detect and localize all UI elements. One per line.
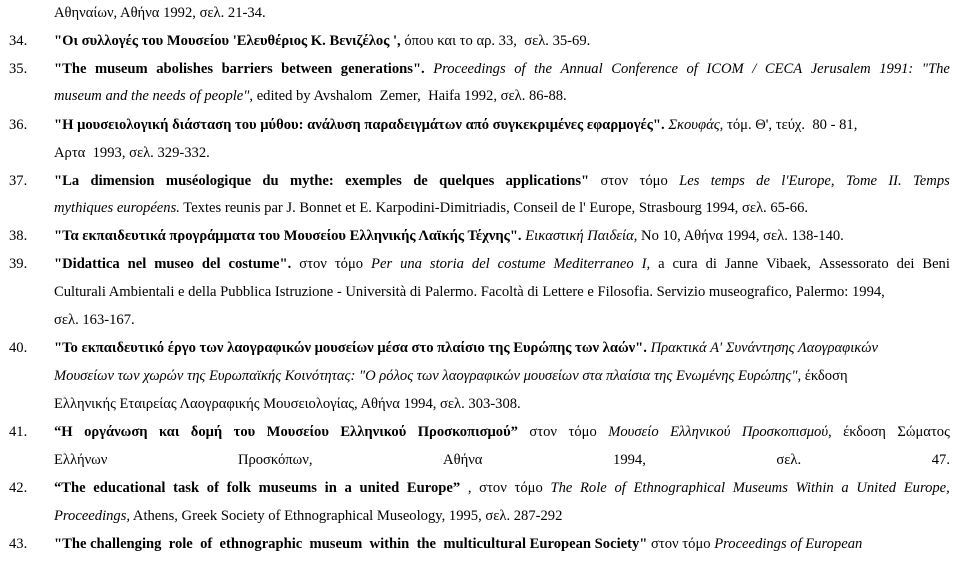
entry-word: The: [550, 480, 573, 496]
entry-number: 35.: [9, 61, 28, 77]
entry-text: "Τα εκπαιδευτικά προγράμματα του Μουσείου Ελληνικής Λαϊκής Τέχνης".: [54, 228, 522, 244]
entry-word: Ελλήνων: [54, 452, 108, 468]
entry-word: du: [262, 173, 279, 189]
entry-word: έκδοση: [843, 424, 886, 440]
entry-word: Within: [795, 480, 834, 496]
entry-word: Προσκόπων,: [237, 452, 313, 468]
entry-word: τόμο: [514, 480, 543, 496]
entry-number: 41.: [9, 424, 28, 440]
entry-word: costume: [497, 256, 546, 272]
entry-word: a: [344, 480, 352, 496]
entry-text: έκδοση: [801, 368, 848, 384]
entry-word: Janne: [724, 256, 759, 272]
entry-word: l'Europe,: [781, 173, 835, 189]
entry-word: Αθήνα: [443, 452, 483, 468]
entry-text: Μουσείων των χωρών της Ευρωπαϊκής Κοινότητας: "Ο ρόλος των λαογραφικών μουσείων στα πλαίσια της Ενωμένης Ευρώπης",: [54, 368, 802, 384]
entry-text: Πρακτικά Α' Συνάντησης Λαογραφικών: [646, 340, 878, 356]
entry-word: "The: [921, 61, 950, 77]
entry-word: of: [614, 480, 626, 496]
entry-text: "Το εκπαιδευτικό έργο των λαογραφικών μουσείων μέσα στο πλαίσιο της Ευρώπης των λαών".: [54, 340, 647, 356]
entry-text: Athens, Greek Society of Ethnographical Museology, 1995, σελ. 287-292: [130, 508, 563, 524]
entry-text: Αρτα 1993, σελ. 329-332.: [54, 145, 210, 161]
entry-number: 36.: [9, 117, 28, 133]
entry-word: between: [281, 61, 333, 77]
entry-text: "Η μουσειολογική διάσταση του μύθου: ανάλυση παραδειγμάτων από συγκεκριμένες εφαρμογές".: [54, 117, 665, 133]
entry-word: Jerusalem: [810, 61, 871, 77]
entry-word: CECA: [764, 61, 803, 77]
entry-word: a: [841, 480, 849, 496]
entry-word: "Didattica: [54, 256, 120, 272]
entry-text: "The challenging role of ethnographic museum within the multicultural European Society": [54, 536, 648, 552]
entry-word: 1991:: [879, 61, 914, 77]
entry-word: United: [856, 480, 897, 496]
entry-word: the: [534, 61, 552, 77]
entry-word: temps: [710, 173, 745, 189]
entry-word: Annual: [560, 61, 603, 77]
entry-text: Proceedings of European: [714, 536, 863, 552]
entry-word: /: [752, 61, 757, 77]
entry-word: applications": [505, 173, 590, 189]
entry-word: 47.: [931, 452, 950, 468]
entry-word: του: [233, 424, 256, 440]
entry-word: Μουσείο: [608, 424, 659, 440]
entry-word: del: [201, 256, 221, 272]
entry-number: 40.: [9, 340, 28, 356]
entry-word: mythe:: [289, 173, 334, 189]
entry-word: una: [400, 256, 422, 272]
entry-word: of: [686, 61, 698, 77]
entry-text: τόμ. Θ', τεύχ. 80 - 81,: [723, 117, 858, 133]
entry-word: museum: [94, 61, 148, 77]
entry-word: generations".: [340, 61, 425, 77]
entry-word: a: [658, 256, 665, 272]
entry-text: Proceedings,: [54, 508, 131, 524]
entry-word: abolishes: [156, 61, 214, 77]
entry-word: barriers: [221, 61, 273, 77]
entry-text: Αθηναίων, Αθήνα 1992, σελ. 21-34.: [54, 5, 266, 21]
entry-word: στον: [529, 424, 558, 440]
entry-word: task: [173, 480, 200, 496]
entry-word: Προσκοπισμού”: [417, 424, 518, 440]
entry-word: “The: [54, 480, 86, 496]
entry-word: “Η: [54, 424, 73, 440]
entry-word: και: [159, 424, 180, 440]
entry-word: Ελληνικού: [340, 424, 407, 440]
entry-word: dei: [896, 256, 915, 272]
entry-text: Νο 10, Αθήνα 1994, σελ. 138-140.: [637, 228, 844, 244]
entry-word: ,: [467, 480, 472, 496]
entry-word: Μουσείου: [266, 424, 329, 440]
entry-word: Ethnographical: [633, 480, 726, 496]
entry-word: Les: [679, 173, 700, 189]
entry-text: mythiques européens.: [54, 200, 180, 216]
entry-word: Role: [580, 480, 607, 496]
entry-number: 38.: [9, 228, 28, 244]
entry-word: in: [324, 480, 337, 496]
entry-word: Beni: [922, 256, 950, 272]
entry-word: museums: [258, 480, 317, 496]
entry-word: δομή: [190, 424, 223, 440]
entry-word: of: [206, 480, 219, 496]
entry-text: όπου και το αρ. 33, σελ. 35-69.: [400, 33, 591, 49]
entry-word: σελ.: [776, 452, 802, 468]
entry-word: στον: [299, 256, 327, 272]
entry-word: exemples: [345, 173, 402, 189]
entry-word: II.: [888, 173, 902, 189]
entry-text: Εικαστική Παιδεία,: [521, 228, 638, 244]
entry-text: Σκουφάς,: [664, 117, 724, 133]
entry-text: Textes reunis par J. Bonnet et E. Karpodini-Dimitriadis, Conseil de l' Europe, Strasbourg 1994, σελ. 65-66.: [179, 200, 809, 216]
entry-word: Per: [371, 256, 393, 272]
entry-word: folk: [226, 480, 251, 496]
entry-word: Assessorato: [818, 256, 889, 272]
entry-word: cura: [672, 256, 698, 272]
entry-word: museo: [154, 256, 194, 272]
entry-word: τόμο: [639, 173, 668, 189]
entry-word: storia: [429, 256, 464, 272]
entry-word: Museums: [732, 480, 788, 496]
entry-word: Σώματος: [897, 424, 950, 440]
entry-number: 39.: [9, 256, 28, 272]
entry-text: Ελληνικής Εταιρείας Λαογραφικής Μουσειολογίας, Αθήνα 1994, σελ. 303-308.: [54, 396, 521, 412]
entry-word: 1994,: [613, 452, 646, 468]
entry-word: dimension: [90, 173, 155, 189]
entry-word: Proceedings: [433, 61, 506, 77]
entry-word: di: [705, 256, 717, 272]
entry-word: ICOM: [706, 61, 744, 77]
entry-word: nel: [127, 256, 147, 272]
entry-word: united: [359, 480, 400, 496]
entry-word: Conference: [611, 61, 678, 77]
entry-word: costume".: [228, 256, 292, 272]
entry-text: , edited by Avshalom Zemer, Haifa 1992, σελ. 86-88.: [249, 88, 567, 104]
entry-text: "Οι συλλογές του Μουσείου 'Ελευθέριος Κ. Βενιζέλος ',: [54, 33, 401, 49]
entry-word: στον: [479, 480, 507, 496]
entry-word: Temps: [913, 173, 950, 189]
entry-word: τόμο: [334, 256, 364, 272]
entry-word: muséologique: [165, 173, 252, 189]
entry-word: del: [471, 256, 490, 272]
entry-word: Προσκοπισμού,: [741, 424, 832, 440]
entry-text: σελ. 163-167.: [54, 312, 135, 328]
entry-word: "The: [54, 61, 87, 77]
entry-number: 37.: [9, 173, 28, 189]
entry-word: "La: [54, 173, 80, 189]
entry-word: Ελληνικού: [670, 424, 731, 440]
entry-word: quelques: [439, 173, 495, 189]
entry-text: στον τόμο: [647, 536, 715, 552]
entry-text: Culturali Ambientali e della Pubblica Istruzione - Università di Palermo. Facoltà di Lettere e Filosofia. Servizio museografico, Palermo: 1994,: [54, 284, 885, 300]
entry-word: οργάνωση: [84, 424, 148, 440]
entry-word: τόμο: [568, 424, 597, 440]
entry-word: I,: [641, 256, 651, 272]
entry-number: 42.: [9, 480, 28, 496]
entry-word: educational: [93, 480, 166, 496]
entry-word: Europe,: [903, 480, 950, 496]
entry-text: museum and the needs of people": [54, 88, 250, 104]
entry-number: 43.: [9, 536, 28, 552]
entry-word: de: [413, 173, 428, 189]
entry-word: Europe”: [406, 480, 461, 496]
entry-word: Tome: [845, 173, 877, 189]
entry-number: 34.: [9, 33, 28, 49]
entry-word: Vibaek,: [766, 256, 811, 272]
entry-word: Mediterraneo: [553, 256, 634, 272]
entry-word: of: [514, 61, 526, 77]
entry-word: στον: [600, 173, 629, 189]
entry-word: de: [756, 173, 770, 189]
